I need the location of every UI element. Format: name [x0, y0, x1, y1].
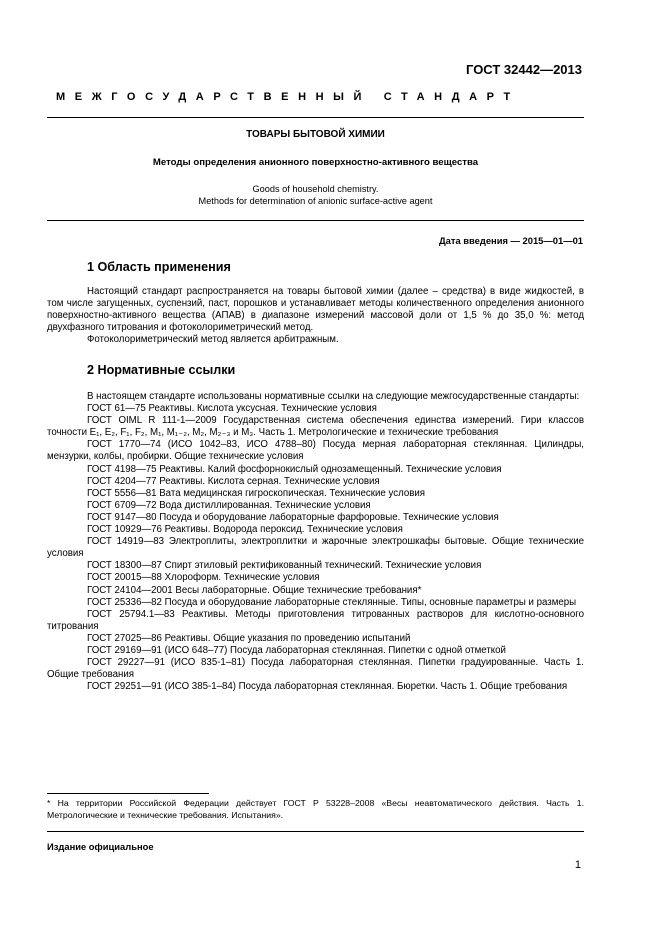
reference-item: ГОСТ 18300—87 Спирт этиловый ректификованный технический. Технические условия: [87, 560, 482, 572]
reference-item: ГОСТ 29169—91 (ИСО 648–77) Посуда лабораторная стеклянная. Пипетки с одной отметкой: [87, 644, 506, 656]
english-title: [47, 183, 584, 207]
reference-item: ГОСТ 29227—91 (ИСО 835-1–81) Посуда лабораторная стеклянная. Пипетки градуированные. Часть 1. Общие требования: [47, 657, 584, 681]
footnote-rule: [47, 793, 209, 794]
standard-label: МЕЖГОСУДАРСТВЕННЫЙ СТАНДАРТ: [56, 91, 520, 103]
reference-item: ГОСТ 25794.1—83 Реактивы. Методы приготовления титрованных растворов для кислотно-основного титрования: [47, 608, 584, 632]
edition-label: Издание официальное: [47, 841, 154, 852]
gost-number: ГОСТ 32442—2013: [466, 62, 582, 77]
reference-item: ГОСТ 27025—86 Реактивы. Общие указания по проведению испытаний: [87, 632, 411, 644]
document-title: ТОВАРЫ БЫТОВОЙ ХИМИИ: [246, 129, 385, 140]
section-2-intro: В настоящем стандарте использованы нормативные ссылки на следующие межгосударственные стандарты:: [87, 391, 580, 402]
reference-item: ГОСТ 6709—72 Вода дистиллированная. Технические условия: [87, 499, 371, 511]
section-2-body: [47, 391, 584, 693]
reference-item: ГОСТ 5556—81 Вата медицинская гигроскопическая. Технические условия: [87, 487, 426, 499]
reference-item: ГОСТ 4198—75 Реактивы. Калий фосфорнокислый однозамещенный. Технические условия: [87, 463, 502, 475]
section-1-body: [47, 286, 584, 346]
reference-item: ГОСТ 10929—76 Реактивы. Водорода пероксид. Технические условия: [87, 524, 403, 536]
reference-item: ГОСТ OIML R 111-1—2009 Государственная система обеспечения единства измерений. Гири классов точности E₁, E₂, F₁, F₂, M₁, M₁₋₂, M₂, M₂₋₃ и M₃. Часть 1. Метрологические и технические требования: [47, 415, 584, 439]
reference-item: ГОСТ 24104—2001 Весы лабораторные. Общие технические требования*: [87, 584, 422, 596]
section-2-heading: 2 Нормативные ссылки: [87, 363, 236, 377]
reference-item: ГОСТ 29251—91 (ИСО 385-1–84) Посуда лабораторная стеклянная. Бюретки. Часть 1. Общие требования: [87, 681, 568, 693]
footer-rule: [47, 831, 584, 832]
english-title-line-2: Methods for determination of anionic surface-active agent: [198, 196, 433, 206]
reference-item: ГОСТ 1770—74 (ИСО 1042–83, ИСО 4788–80) Посуда мерная лабораторная стеклянная. Цилиндры, мензурки, колбы, пробирки. Общие технические условия: [47, 439, 584, 463]
page-number: 1: [574, 859, 581, 871]
section-1-heading: 1 Область применения: [87, 260, 231, 274]
section-1-paragraph-2: Фотоколориметрический метод является арбитражным.: [87, 334, 339, 346]
reference-item: ГОСТ 9147—80 Посуда и оборудование лабораторные фарфоровые. Технические условия: [87, 511, 499, 523]
normative-references-list: [47, 403, 584, 693]
english-title-line-1: Goods of household chemistry.: [252, 184, 379, 194]
introduction-date: Дата введения — 2015—01—01: [438, 235, 583, 246]
reference-item: ГОСТ 25336—82 Посуда и оборудование лабораторные стеклянные. Типы, основные параметры и размеры: [87, 596, 577, 608]
header-rule: [47, 117, 584, 118]
document-subtitle: Методы определения анионного поверхностно-активного вещества: [152, 157, 479, 168]
title-rule: [47, 220, 584, 221]
reference-item: ГОСТ 14919—83 Электроплиты, электроплитки и жарочные электрошкафы бытовые. Общие технические условия: [47, 536, 584, 560]
reference-item: ГОСТ 20015—88 Хлороформ. Технические условия: [87, 572, 320, 584]
section-1-paragraph-1: Настоящий стандарт распространяется на товары бытовой химии (далее – средства) в виде жидкостей, в том числе загущенных, суспензий, паст, порошков и устанавливает методы количественного определения анионного поверхностно-активного вещества (АПАВ) в диапазоне измерений массовой доли от 1,5 % до 35,0 %: метод двухфазного титрования и фотоколориметрический метод.: [47, 286, 584, 334]
reference-item: ГОСТ 4204—77 Реактивы. Кислота серная. Технические условия: [87, 475, 380, 487]
reference-item: ГОСТ 61—75 Реактивы. Кислота уксусная. Технические условия: [87, 403, 377, 415]
footnote: * На территории Российской Федерации действует ГОСТ Р 53228–2008 «Весы неавтоматического действия. Часть 1. Метрологические и технические требования. Испытания».: [47, 798, 584, 820]
